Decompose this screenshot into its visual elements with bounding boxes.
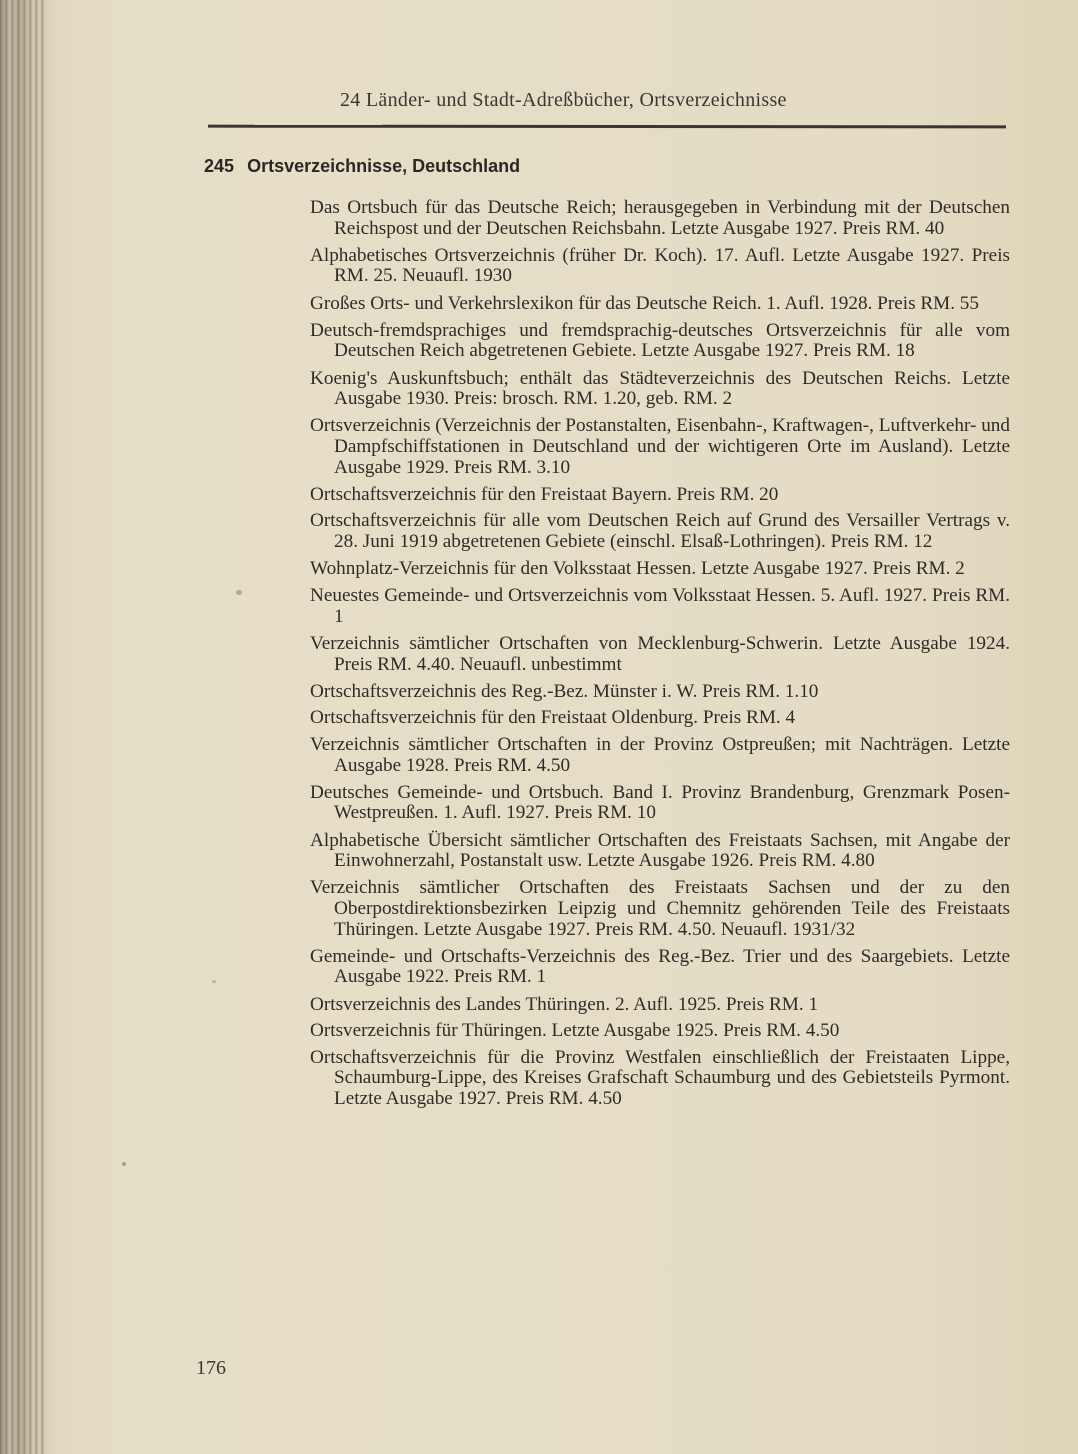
list-item: Deutsches Gemeinde- und Ortsbuch. Band I. Provinz Brandenburg, Grenzmark Posen-Westpreußen. 1. Aufl. 1927. Preis RM. 10 [310, 781, 1010, 824]
list-item: Ortschaftsverzeichnis für die Provinz Westfalen einschließlich der Freistaaten Lippe, Schaumburg-Lippe, des Kreises Grafschaft Schaumburg und des Gebietsteils Pyrmont. Letzte Ausgabe 1927. Preis RM. 4.50 [310, 1046, 1010, 1109]
section-number: 245 [204, 156, 235, 176]
list-item: Ortschaftsverzeichnis für den Freistaat Oldenburg. Preis RM. 4 [310, 707, 796, 729]
paper-speck [236, 590, 242, 595]
list-item: Alphabetisches Ortsverzeichnis (früher Dr. Koch). 17. Aufl. Letzte Ausgabe 1927. Preis RM. 25. Neuaufl. 1930 [310, 244, 1010, 287]
list-item: Ortsverzeichnis für Thüringen. Letzte Ausgabe 1925. Preis RM. 4.50 [310, 1020, 840, 1042]
paper-speck [212, 980, 216, 983]
list-item: Ortschaftsverzeichnis für alle vom Deutschen Reich auf Grund des Versailler Vertrags v. 28. Juni 1919 abgetretenen Gebiete (einschl. Elsaß-Lothringen). Preis RM. 12 [310, 510, 1010, 552]
list-item: Koenig's Auskunftsbuch; enthält das Städteverzeichnis des Deutschen Reichs. Letzte Ausgabe 1930. Preis: brosch. RM. 1.20, geb. RM. 2 [310, 367, 1010, 410]
running-head: 24 Länder- und Stadt-Adreßbücher, Ortsverzeichnisse [340, 89, 787, 111]
list-item: Ortsverzeichnis (Verzeichnis der Postanstalten, Eisenbahn-, Kraftwagen-, Luftverkehr- und Dampfschiffstationen in Deutschland und der wichtigeren Orte im Ausland). Letzte Ausgabe 1929. Preis RM. 3.10 [310, 415, 1010, 478]
list-item: Das Ortsbuch für das Deutsche Reich; herausgegeben in Verbindung mit der Deutschen Reichspost und der Deutschen Reichsbahn. Letzte Ausgabe 1927. Preis RM. 40 [310, 197, 1010, 239]
list-item: Verzeichnis sämtlicher Ortschaften in der Provinz Ostpreußen; mit Nachträgen. Letzte Ausgabe 1928. Preis RM. 4.50 [310, 734, 1010, 776]
book-spine-gutter [0, 0, 46, 1454]
list-item: Verzeichnis sämtlicher Ortschaften des Freistaats Sachsen und der zu den Oberpostdirektionsbezirken Leipzig und Chemnitz gehörenden Teile des Freistaats Thüringen. Letzte Ausgabe 1927. Preis RM. 4.50. Neuaufl. 1931/32 [310, 877, 1010, 940]
list-item: Wohnplatz-Verzeichnis für den Volksstaat Hessen. Letzte Ausgabe 1927. Preis RM. 2 [310, 558, 965, 580]
list-item: Großes Orts- und Verkehrslexikon für das Deutsche Reich. 1. Aufl. 1928. Preis RM. 55 [310, 292, 979, 314]
list-item: Verzeichnis sämtlicher Ortschaften von Mecklenburg-Schwerin. Letzte Ausgabe 1924. Preis RM. 4.40. Neuaufl. unbestimmt [310, 633, 1010, 675]
list-item: Deutsch-fremdsprachiges und fremdsprachig-deutsches Ortsverzeichnis für alle vom Deutschen Reich abgetretenen Gebiete. Letzte Ausgabe 1927. Preis RM. 18 [310, 319, 1010, 362]
list-item: Neuestes Gemeinde- und Ortsverzeichnis vom Volksstaat Hessen. 5. Aufl. 1927. Preis RM. 1 [310, 585, 1010, 627]
header-rule [208, 125, 1006, 129]
list-item: Alphabetische Übersicht sämtlicher Ortschaften des Freistaats Sachsen, mit Angabe der Einwohnerzahl, Postanstalt usw. Letzte Ausgabe 1926. Preis RM. 4.80 [310, 829, 1010, 872]
section-heading [204, 156, 520, 177]
list-item: Ortsverzeichnis des Landes Thüringen. 2. Aufl. 1925. Preis RM. 1 [310, 993, 819, 1015]
list-item: Ortschaftsverzeichnis für den Freistaat Bayern. Preis RM. 20 [310, 483, 779, 505]
section-title: Ortsverzeichnisse, Deutschland [247, 156, 521, 176]
entry-list [310, 198, 1010, 1116]
page-number: 176 [196, 1357, 226, 1379]
paper-speck [122, 1162, 126, 1166]
list-item: Ortschaftsverzeichnis des Reg.-Bez. Münster i. W. Preis RM. 1.10 [310, 680, 819, 702]
list-item: Gemeinde- und Ortschafts-Verzeichnis des Reg.-Bez. Trier und des Saargebiets. Letzte Ausgabe 1922. Preis RM. 1 [310, 945, 1010, 988]
